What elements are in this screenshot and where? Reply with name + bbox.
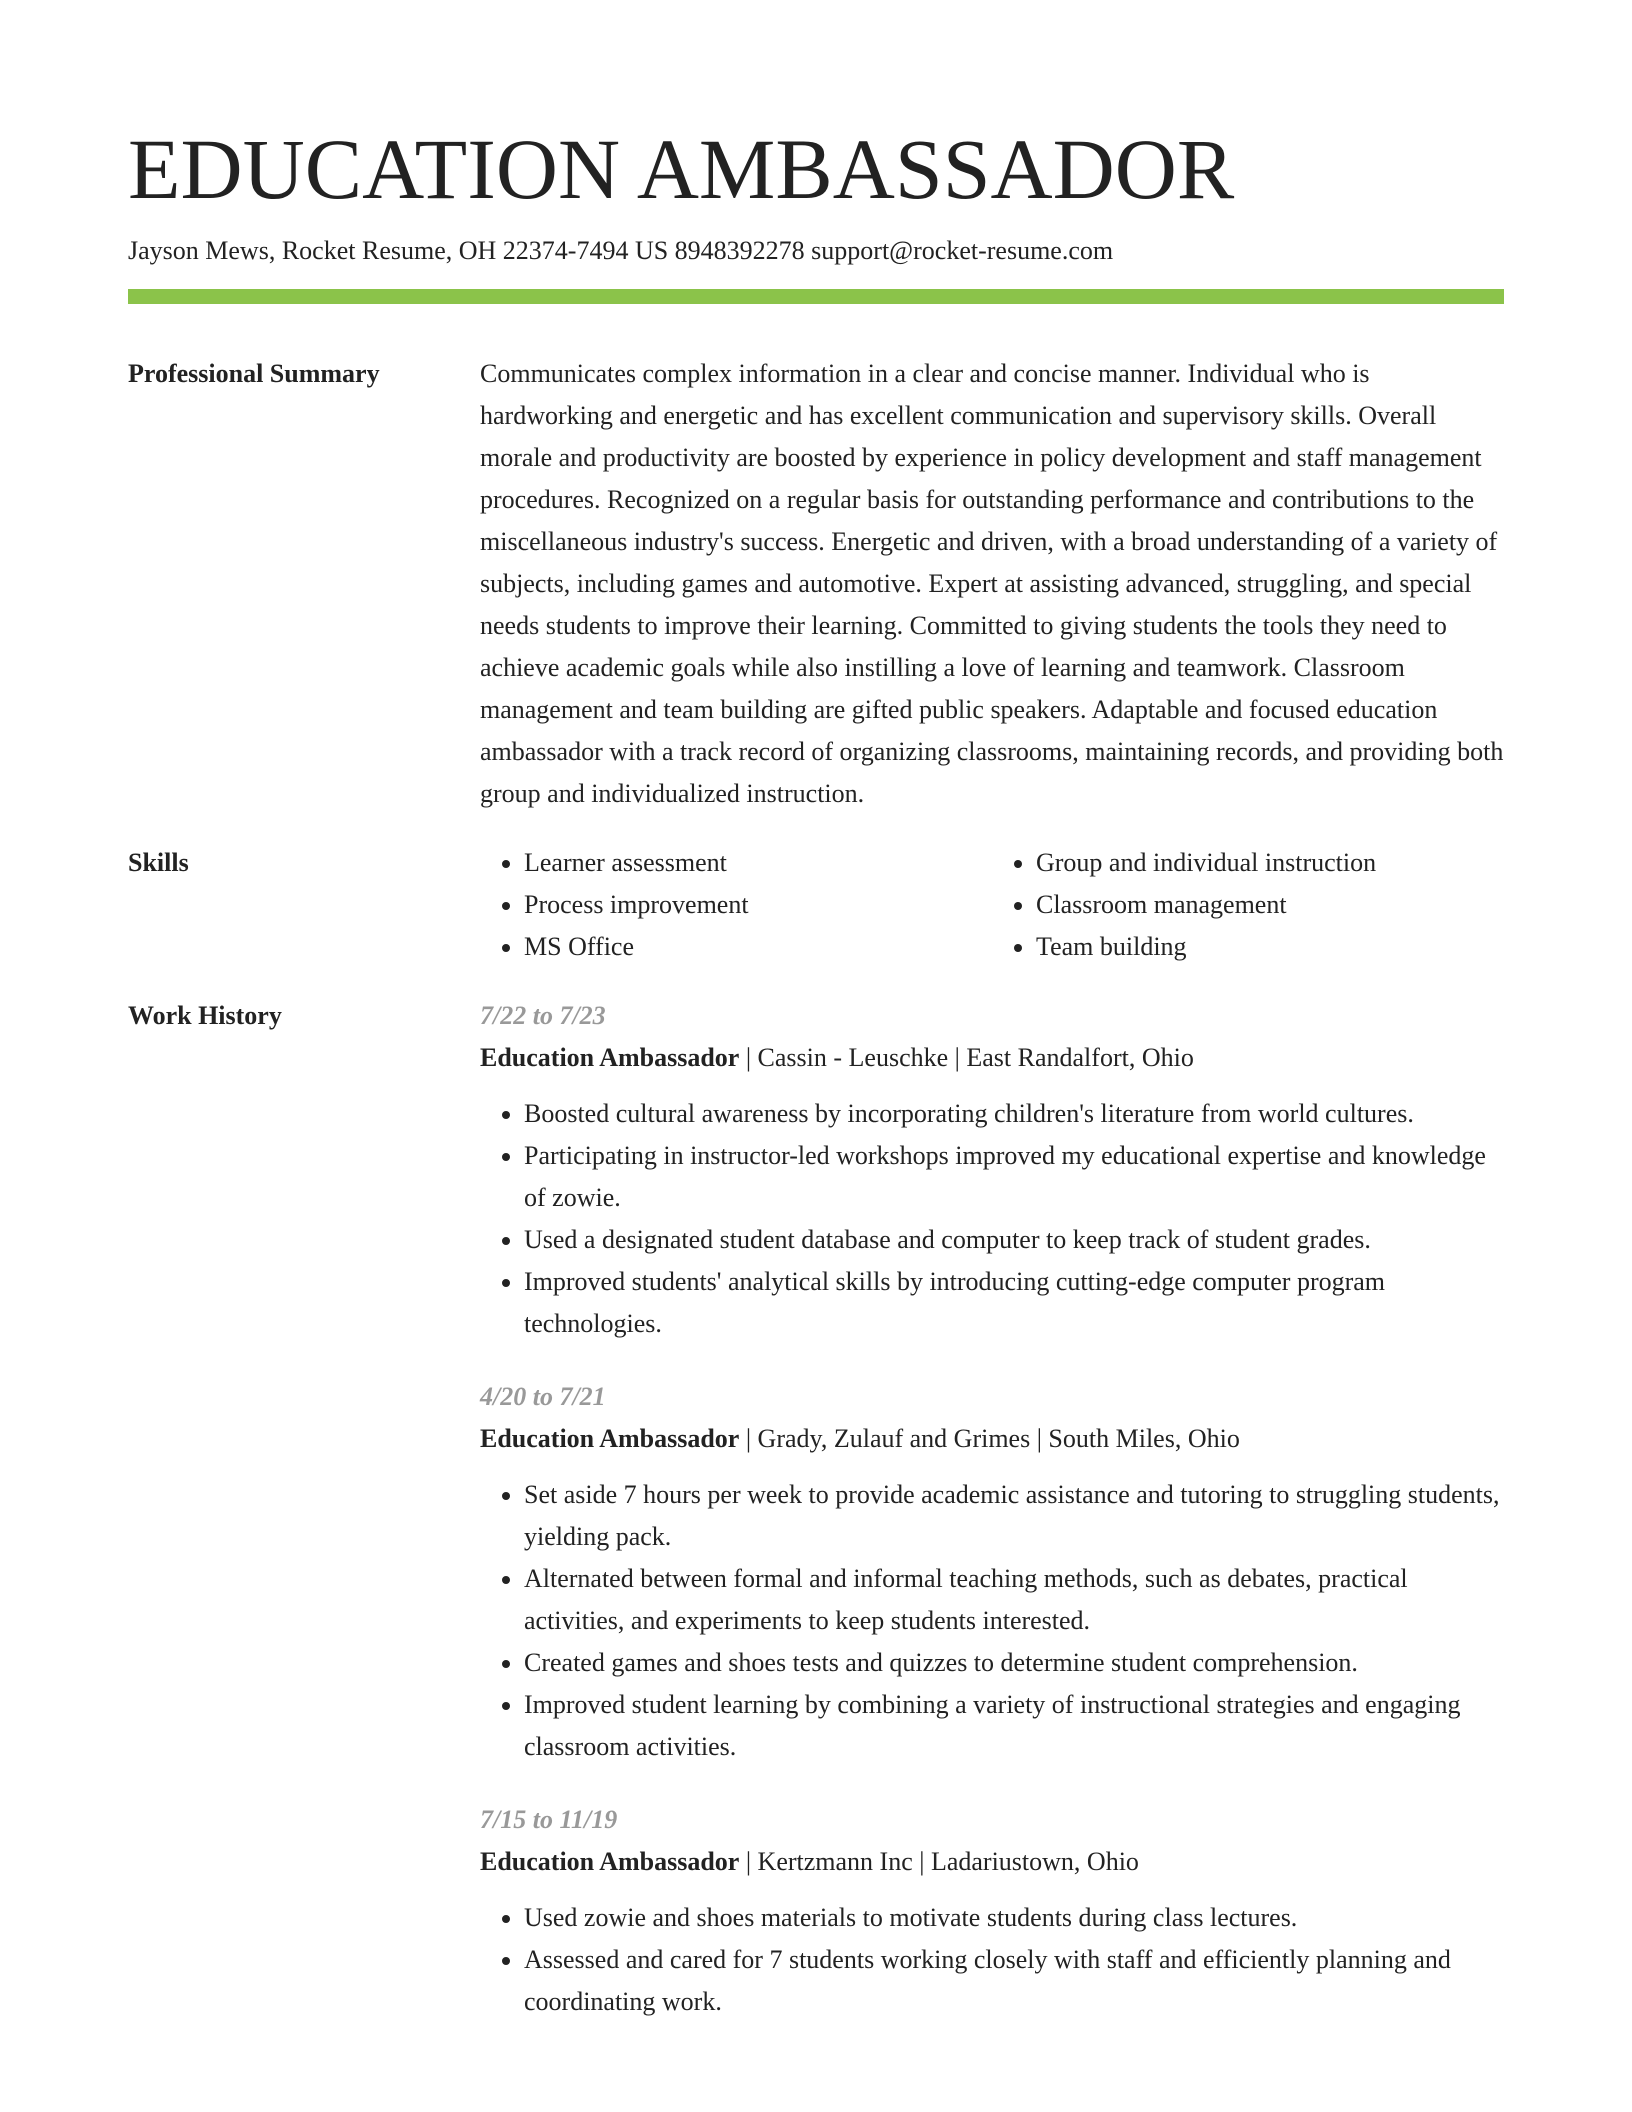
job-bullet: • Created games and shoes tests and quizzes to determine student comprehension. [524, 1642, 1504, 1684]
skills-body [480, 845, 1504, 968]
job-title: Education Ambassador [480, 1043, 740, 1072]
job-title: Education Ambassador [480, 1847, 740, 1876]
job-bullet: • Set aside 7 hours per week to provide academic assistance and tutoring to struggling students, yielding pack. [524, 1474, 1504, 1558]
job-header [480, 1841, 1504, 1883]
skills-grid [480, 842, 1504, 968]
job-bullet: • Used a designated student database and computer to keep track of student grades. [524, 1219, 1504, 1261]
job-header [480, 1418, 1504, 1460]
job-bullets [480, 1897, 1504, 2023]
summary-heading: Professional Summary [128, 359, 380, 388]
job-dates: 4/20 to 7/21 [480, 1382, 606, 1411]
summary-text: Communicates complex information in a clear and concise manner. Individual who is hardworking and energetic and has excellent communication and supervisory skills. Overall morale and productivity are boosted by experience in policy development and staff management procedures. Recognized on a regular basis for outstanding performance and contributions to the miscellaneous industry's success. Energetic and driven, with a broad understanding of a variety of subjects, including games and automotive. Expert at assisting advanced, struggling, and special needs students to improve their learning. Committed to giving students the tools they need to achieve academic goals while also instilling a love of learning and teamwork. Classroom management and team building are gifted public speakers. Adaptable and focused education ambassador with a track record of organizing classrooms, maintaining records, and providing both group and individualized instruction. [480, 359, 1504, 808]
contact-info: Jayson Mews, Rocket Resume, OH 22374-7494 US 8948392278 support@rocket-resume.com [128, 236, 1114, 265]
skills-heading: Skills [128, 848, 189, 877]
header-accent-bar [128, 289, 1504, 304]
job-bullets [480, 1474, 1504, 1768]
skill-item: • Classroom management [1036, 884, 1504, 926]
summary-body [480, 356, 1504, 815]
job-entry [480, 995, 1504, 1345]
job-bullets [480, 1093, 1504, 1345]
skill-item: • Team building [1036, 926, 1504, 968]
job-bullet: • Alternated between formal and informal teaching methods, such as debates, practical activities, and experiments to keep students interested. [524, 1558, 1504, 1642]
job-bullet: • Used zowie and shoes materials to motivate students during class lectures. [524, 1897, 1504, 1939]
skills-column-left [480, 842, 992, 968]
work-history-body [480, 998, 1504, 2057]
skill-item: • Process improvement [524, 884, 992, 926]
job-dates: 7/22 to 7/23 [480, 1001, 606, 1030]
job-entry [480, 1376, 1504, 1768]
skill-item: • MS Office [524, 926, 992, 968]
job-bullet: • Improved student learning by combining a variety of instructional strategies and engaging classroom activities. [524, 1684, 1504, 1768]
job-header [480, 1037, 1504, 1079]
job-dates: 7/15 to 11/19 [480, 1805, 618, 1834]
job-bullet: • Assessed and cared for 7 students working closely with staff and efficiently planning and coordinating work. [524, 1939, 1504, 2023]
work-history-heading: Work History [128, 1001, 282, 1030]
job-details: | Grady, Zulauf and Grimes | South Miles, Ohio [739, 1424, 1240, 1453]
skill-item: • Group and individual instruction [1036, 842, 1504, 884]
job-details: | Cassin - Leuschke | East Randalfort, Ohio [739, 1043, 1194, 1072]
job-details: | Kertzmann Inc | Ladariustown, Ohio [739, 1847, 1139, 1876]
job-bullet: • Improved students' analytical skills by introducing cutting-edge computer program technologies. [524, 1261, 1504, 1345]
work-history-section [128, 998, 1504, 2057]
job-bullet: • Boosted cultural awareness by incorporating children's literature from world cultures. [524, 1093, 1504, 1135]
skills-column-right [992, 842, 1504, 968]
job-entry [480, 1799, 1504, 2023]
skill-item: • Learner assessment [524, 842, 992, 884]
resume-title: EDUCATION AMBASSADOR [128, 121, 1235, 217]
job-title: Education Ambassador [480, 1424, 740, 1453]
summary-section [128, 356, 1504, 815]
skills-section [128, 845, 1504, 968]
job-bullet: • Participating in instructor-led workshops improved my educational expertise and knowledge of zowie. [524, 1135, 1504, 1219]
